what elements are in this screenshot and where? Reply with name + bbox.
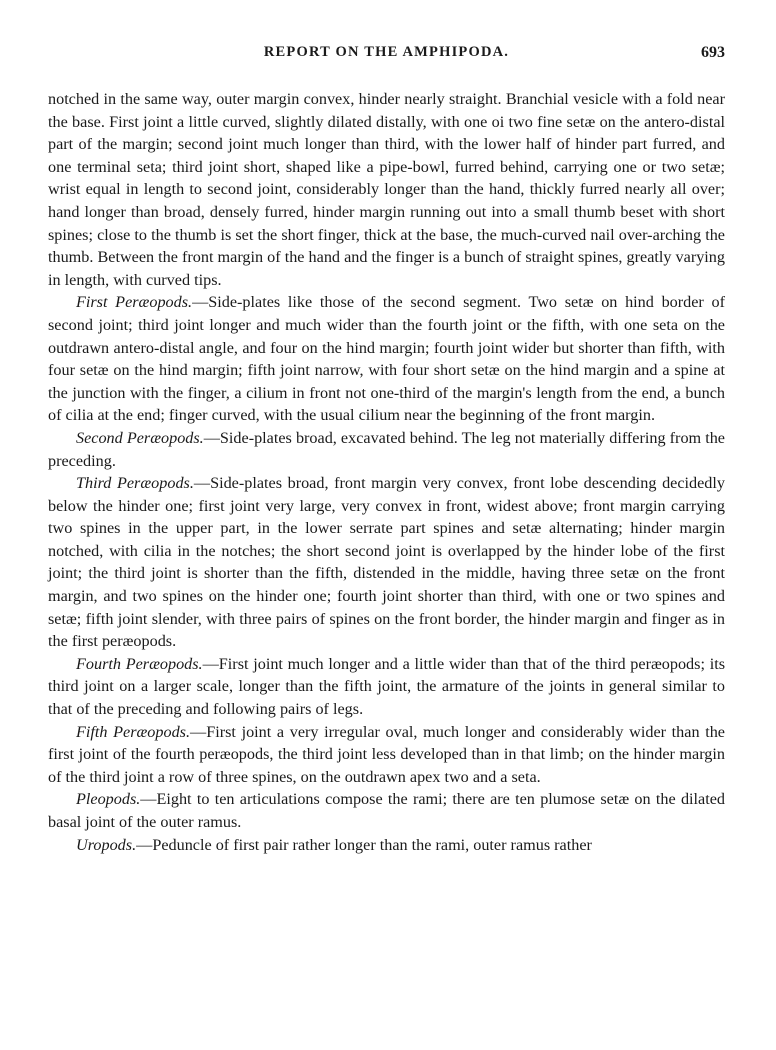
paragraph-text: —First joint much longer and a little wider than that of the third peræopods; its third joint on a larger scale, longer than the fifth joint, the armature of the joints in general similar to that of the preceding and following pairs of legs. bbox=[48, 654, 725, 719]
paragraph-second-peraeopods bbox=[48, 427, 725, 472]
paragraph-continued bbox=[48, 88, 725, 291]
running-title: REPORT ON THE AMPHIPODA. bbox=[263, 44, 510, 60]
paragraph-pleopods bbox=[48, 788, 725, 833]
paragraph-text: —Side-plates broad, front margin very convex, front lobe descending decidedly below the hinder one; first joint very large, very convex in front, widest above; front margin carrying two spines in the upper part, in the lower serrate part spines and setæ alternating; hinder margin notched, with cilia in the notches; the short second joint is overlapped by the hinder lobe of the first joint; the third joint is shorter than the fifth, distended in the middle, having three setæ on the front margin, and two spines on the hinder one; fourth joint shorter than third, with one or two spines and setæ; fifth joint slender, with three pairs of spines on the front border, the hinder margin and finger as in the first peræopods. bbox=[48, 474, 725, 651]
running-head bbox=[48, 44, 725, 66]
section-heading: First Peræopods. bbox=[76, 293, 193, 312]
paragraph-third-peraeopods bbox=[48, 472, 725, 653]
paragraph-text: —Eight to ten articulations compose the rami; there are ten plumose setæ on the dilated basal joint of the outer ramus. bbox=[48, 790, 725, 831]
section-heading: Uropods. bbox=[76, 835, 137, 854]
section-heading: Fourth Peræopods. bbox=[76, 654, 203, 673]
paragraph-text: —First joint a very irregular oval, much longer and considerably wider than the first joint of the fourth peræopods, the third joint less developed than in that limb; on the hinder margin of the third joint a row of three spines, on the outdrawn apex two and a seta. bbox=[48, 722, 725, 786]
paragraph-text: —Side-plates broad, excavated behind. The leg not materially differing from the preceding. bbox=[48, 428, 725, 470]
paragraph-fifth-peraeopods bbox=[48, 721, 725, 789]
paragraph-uropods bbox=[48, 834, 725, 857]
section-heading: Fifth Peræopods. bbox=[76, 722, 191, 741]
section-heading: Pleopods. bbox=[76, 790, 141, 809]
paragraph-first-peraeopods bbox=[48, 291, 725, 427]
body-text bbox=[48, 88, 725, 856]
paragraph-text: —Peduncle of first pair rather longer than the rami, outer ramus rather bbox=[136, 835, 592, 854]
section-heading: Second Peræopods. bbox=[76, 428, 204, 447]
paragraph-text: —Side-plates like those of the second segment. Two setæ on hind border of second joint; third joint longer and much wider than the fourth joint or the fifth, with one seta on the outdrawn antero-distal angle, and four on the hind margin; fourth joint wider but shorter than fifth, with four setæ on the hind margin; fifth joint narrow, with four short setæ on the hind margin and a spine at the junction with the finger, a cilium in front not one-third of the margin's length from the end, a bunch of cilia at the end; finger curved, with the usual cilium near the beginning of the front margin. bbox=[48, 293, 725, 425]
paragraph-fourth-peraeopods bbox=[48, 653, 725, 721]
page-number: 693 bbox=[701, 44, 725, 61]
section-heading: Third Peræopods. bbox=[76, 474, 194, 493]
paragraph-text: notched in the same way, outer margin convex, hinder nearly straight. Branchial vesicle with a fold near the base. First joint a little curved, slightly dilated distally, with one oi two fine setæ on the antero-distal part of the margin; second joint much longer than third, with the lower half of hinder part furred, and one terminal seta; third joint short, shaped like a pipe-bowl, furred behind, carrying one or two setæ; wrist equal in length to second joint, considerably longer than the hand, thickly furred nearly all over; hand longer than broad, densely furred, hinder margin running out into a small thumb beset with short spines; close to the thumb is set the short finger, thick at the base, the much-curved nail over-arching the thumb. Between the front margin of the hand and the finger is a bunch of straight spines, greatly varying in length, with curved tips. bbox=[48, 90, 725, 289]
